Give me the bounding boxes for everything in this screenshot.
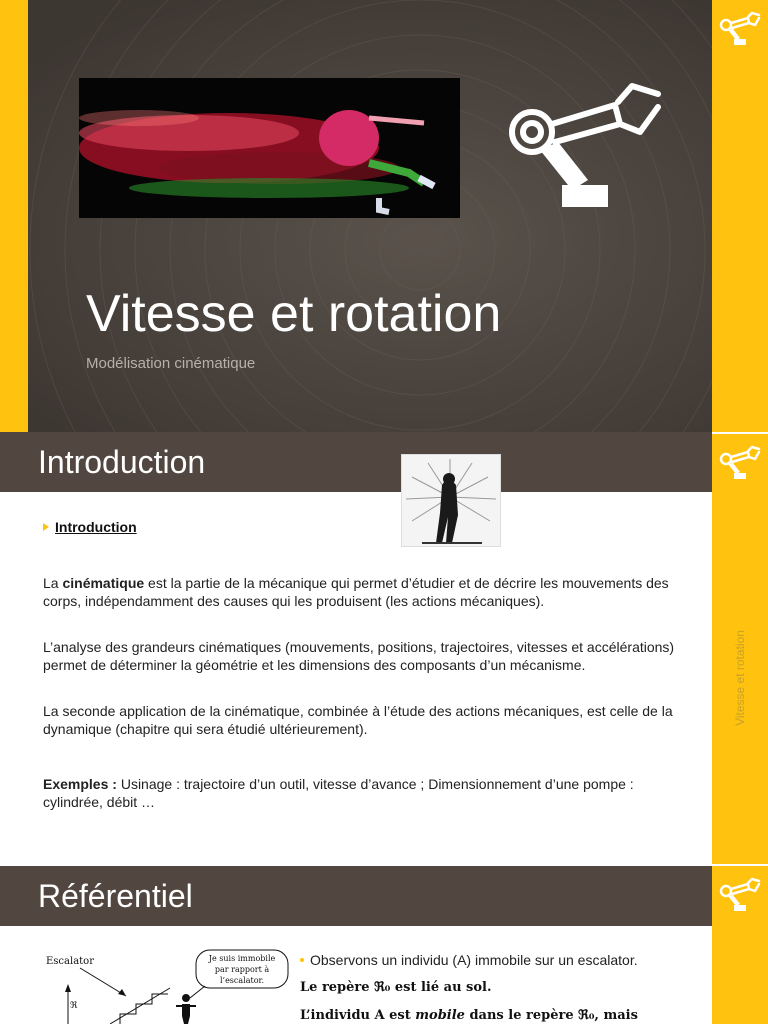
escalator-label: Escalator [46,956,94,967]
motion-blur-photo [79,78,460,218]
motion-figure-image [401,454,501,547]
examples-text: Usinage : trajectoire d’un outil, vitesse d’avance ; Dimensionnement d’une pompe : cylindrée, débit … [43,776,634,810]
robot-arm-logo-icon [718,442,762,482]
left-accent-bar [0,0,28,432]
bullet-arrow-icon [43,523,49,531]
robot-arm-logo-icon [718,8,762,48]
side-vertical-label [712,608,768,748]
header-title: Référentiel [38,878,193,914]
intro-paragraph-1 [43,574,688,610]
escalator-figure [40,948,290,1024]
side-label-text: Vitesse et rotation [733,630,747,726]
right-accent-bar [712,866,768,1024]
intro-paragraph-3: La seconde application de la cinématique, combinée à l’étude des actions mécaniques, est celle de la dynamique (chapitre qui sera étudié ultérieurement). [43,703,673,737]
line2-after: dans le repère ℜ₀, mais [464,1008,638,1023]
referentiel-bullet-text: Observons un individu (A) immobile sur un escalator. [310,952,638,968]
robot-arm-icon [500,72,670,217]
referentiel-bullet [300,952,638,968]
intro-bullet-label: Introduction [55,519,137,535]
referentiel-slide [0,866,768,1024]
para1-bold-term: cinématique [62,575,145,591]
header-title: Introduction [38,444,206,480]
bubble-line-3: l’escalator. [219,976,265,985]
examples-paragraph [43,775,688,811]
examples-label: Exemples : [43,776,117,792]
referentiel-line-2 [300,1008,638,1023]
slide-subtitle: Modélisation cinématique [86,355,256,372]
intro-paragraph-2: L’analyse des grandeurs cinématiques (mouvements, positions, trajectoires, vitesses et accélérations) permet de déterminer la géométrie et les dimensions des composants d’un mécanisme. [43,639,675,673]
referentiel-line-1: Le repère ℜ₀ est lié au sol. [300,980,492,995]
bullet-dot-icon [300,958,304,962]
robot-arm-logo-icon [718,874,762,914]
slide-header [0,866,712,926]
para1-before: La [43,575,63,591]
right-accent-bar [712,0,768,432]
slide-header [0,432,712,492]
para1-after: est la partie de la mécanique qui permet d’étudier et de décrire les mouvements des corps, indépendamment des causes qui les produisent (les actions mécaniques). [43,575,669,609]
line2-before: L’individu A est [300,1008,416,1023]
intro-bullet [43,519,137,535]
bubble-line-1: Je suis immobile [208,954,276,963]
introduction-slide [0,432,768,866]
title-slide [0,0,768,432]
slide-title: Vitesse et rotation [86,285,502,343]
line2-italic: mobile [415,1008,465,1023]
svg-text:ℜ: ℜ [70,1001,78,1011]
bubble-line-2: par rapport à [214,965,270,974]
